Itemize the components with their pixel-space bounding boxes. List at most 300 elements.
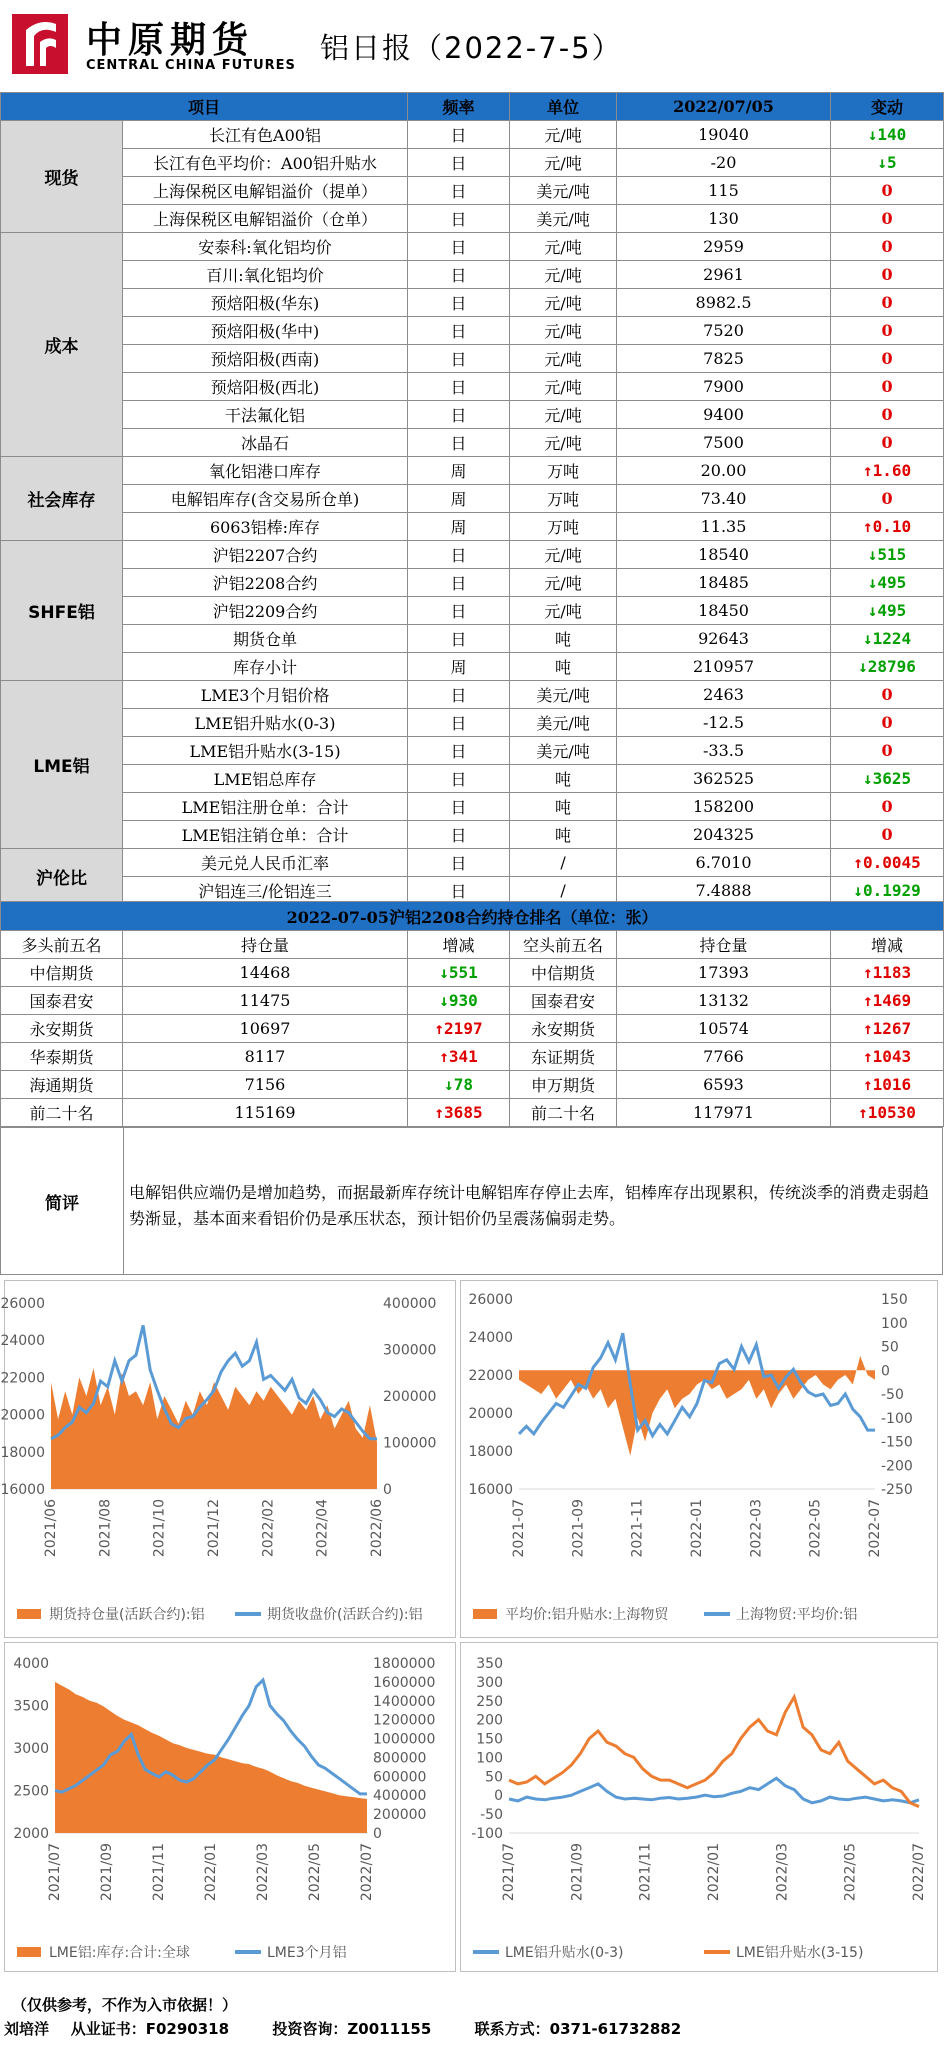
brand-name-cn: 中原期货 — [86, 20, 255, 61]
arrow-down-icon: ↓ — [862, 629, 873, 648]
y-left-tick-label: 50 — [485, 1769, 503, 1786]
x-tick-label: 2021/11 — [637, 1843, 654, 1902]
change-value: 0 — [881, 685, 893, 704]
frequency: 周 — [408, 653, 510, 681]
arrow-down-icon: ↓ — [867, 545, 878, 564]
change-value: 5 — [887, 153, 897, 172]
unit: 万吨 — [510, 457, 617, 485]
unit: 元/吨 — [510, 121, 617, 149]
arrow-down-icon: ↓ — [858, 657, 868, 676]
y-right-tick-label: 0 — [373, 1826, 382, 1842]
change-value: 0 — [881, 433, 893, 452]
legend-swatch — [17, 1947, 41, 1957]
frequency: 日 — [408, 149, 510, 177]
value: -20 — [617, 149, 831, 177]
frequency: 日 — [408, 261, 510, 289]
x-tick-label: 2022/03 — [774, 1843, 791, 1902]
y-right-tick-label: 0 — [383, 1482, 392, 1498]
y-right-tick-label: 1600000 — [373, 1674, 436, 1691]
value: 7825 — [617, 345, 831, 373]
change-value: 1.60 — [872, 461, 912, 480]
frequency: 周 — [408, 485, 510, 513]
table-row — [1, 429, 944, 457]
short-position: 17393 — [617, 959, 831, 987]
y-right-tick-label: -50 — [881, 1387, 904, 1403]
item-name: 百川:氧化铝均价 — [123, 261, 408, 289]
unit: 元/吨 — [510, 233, 617, 261]
long-broker: 前二十名 — [1, 1099, 123, 1127]
table-row — [1, 317, 944, 345]
frequency: 日 — [408, 317, 510, 345]
change-value: 495 — [877, 601, 907, 620]
frequency: 日 — [408, 737, 510, 765]
ranking-row — [1, 987, 944, 1015]
table-row — [1, 373, 944, 401]
x-tick-label: 2021/06 — [43, 1499, 59, 1558]
unit: 元/吨 — [510, 289, 617, 317]
category-cell: 社会库存 — [1, 457, 123, 541]
unit: / — [510, 849, 617, 877]
x-tick-label: 2022/06 — [369, 1499, 385, 1558]
unit: 美元/吨 — [510, 205, 617, 233]
y-left-tick-label: 3500 — [13, 1698, 49, 1715]
frequency: 日 — [408, 681, 510, 709]
item-name: 上海保税区电解铝溢价（提单） — [123, 177, 408, 205]
commentary-text: 电解铝供应端仍是增加趋势，而据最新库存统计电解铝库存停止去库，铝棒库存出现累积，传统淡季的消费走弱趋势渐显，基本面来看铝价仍是承压状态，预计铝价仍呈震荡偏弱走势。 — [129, 1183, 930, 1228]
change-value: 0 — [881, 349, 893, 368]
ranking-row — [1, 1071, 944, 1099]
long-change — [408, 1043, 510, 1071]
change-value: 0 — [881, 377, 893, 396]
y-left-tick-label: 18000 — [468, 1444, 513, 1460]
change-cell — [831, 233, 944, 261]
value: 73.40 — [617, 485, 831, 513]
chart-shfe-position-price — [0, 1280, 456, 1638]
x-tick-label: 2022-07 — [867, 1499, 883, 1558]
short-change-value: 1043 — [872, 1047, 912, 1066]
change-cell — [831, 625, 944, 653]
commentary-label: 简评 — [1, 1128, 124, 1274]
long-change — [408, 1071, 510, 1099]
legend-label: LME铝升贴水(0-3) — [505, 1945, 624, 1961]
value: 92643 — [617, 625, 831, 653]
change-cell — [831, 289, 944, 317]
item-name: LME铝注销仓单：合计 — [123, 821, 408, 849]
item-name: 安泰科:氧化铝均价 — [123, 233, 408, 261]
table-row — [1, 597, 944, 625]
change-value: 0 — [881, 209, 893, 228]
y-right-tick-label: 1200000 — [373, 1712, 436, 1729]
x-tick-label: 2022/04 — [314, 1499, 331, 1558]
short-change-value: 1183 — [872, 963, 912, 982]
arrow-down-icon: ↓ — [867, 573, 878, 592]
short-change — [831, 1043, 944, 1071]
value: 18485 — [617, 569, 831, 597]
y-left-tick-label: 250 — [476, 1693, 503, 1710]
table-row — [1, 485, 944, 513]
ranking-title-row — [1, 902, 944, 931]
item-name: 沪铝连三/伦铝连三 — [123, 877, 408, 905]
frequency: 周 — [408, 513, 510, 541]
unit: 元/吨 — [510, 345, 617, 373]
change-value: 0 — [881, 181, 893, 200]
item-name: 干法氟化铝 — [123, 401, 408, 429]
item-name: 冰晶石 — [123, 429, 408, 457]
frequency: 日 — [408, 793, 510, 821]
change-cell — [831, 149, 944, 177]
change-cell — [831, 177, 944, 205]
x-tick-label: 2021/12 — [206, 1499, 222, 1558]
arrow-up-icon: ↑ — [862, 963, 873, 982]
frequency: 日 — [408, 541, 510, 569]
frequency: 日 — [408, 625, 510, 653]
y-left-tick-label: 200 — [476, 1712, 503, 1729]
category-cell: 现货 — [1, 121, 123, 233]
unit: 美元/吨 — [510, 737, 617, 765]
change-cell — [831, 317, 944, 345]
y-left-tick-label: 16000 — [468, 1482, 513, 1498]
indicator-table — [0, 92, 944, 905]
header-long-position: 持仓量 — [123, 931, 408, 959]
change-cell — [831, 849, 944, 877]
category-cell: 成本 — [1, 233, 123, 457]
legend-label: 上海物贸:平均价:铝 — [736, 1607, 858, 1623]
frequency: 日 — [408, 401, 510, 429]
cert-number: F0290318 — [145, 2020, 230, 2038]
series-line-0 — [509, 1778, 919, 1803]
frequency: 日 — [408, 177, 510, 205]
long-change-value: 3685 — [444, 1103, 483, 1122]
short-position: 6593 — [617, 1071, 831, 1099]
unit: 元/吨 — [510, 317, 617, 345]
unit: 万吨 — [510, 485, 617, 513]
long-change — [408, 987, 510, 1015]
table-row — [1, 765, 944, 793]
change-value: 0 — [881, 265, 893, 284]
x-tick-label: 2022-01 — [689, 1499, 705, 1558]
table-row — [1, 177, 944, 205]
item-name: 美元兑人民币汇率 — [123, 849, 408, 877]
frequency: 日 — [408, 849, 510, 877]
short-change-value: 1469 — [872, 991, 912, 1010]
y-right-tick-label: 1000000 — [373, 1731, 436, 1748]
unit: 元/吨 — [510, 597, 617, 625]
arrow-up-icon: ↑ — [853, 853, 863, 872]
unit: / — [510, 877, 617, 905]
y-right-tick-label: 800000 — [373, 1750, 427, 1767]
series-area-0 — [55, 1682, 367, 1833]
value: 7.4888 — [617, 877, 831, 905]
short-broker: 中信期货 — [510, 959, 617, 987]
table-row — [1, 457, 944, 485]
ranking-header-row — [1, 931, 944, 959]
value: 2961 — [617, 261, 831, 289]
x-tick-label: 2021-07 — [511, 1499, 527, 1558]
long-change — [408, 1015, 510, 1043]
long-change-value: 2197 — [444, 1019, 483, 1038]
x-tick-label: 2021/11 — [151, 1843, 167, 1902]
change-cell — [831, 401, 944, 429]
value: 362525 — [617, 765, 831, 793]
frequency: 日 — [408, 345, 510, 373]
short-change-value: 1267 — [872, 1019, 912, 1038]
y-left-tick-label: 18000 — [0, 1444, 45, 1461]
y-left-tick-label: 26000 — [468, 1292, 513, 1308]
x-tick-label: 2022-03 — [748, 1499, 765, 1558]
x-tick-label: 2021/07 — [501, 1843, 517, 1902]
legend-label: LME3个月铝 — [267, 1945, 347, 1961]
y-right-tick-label: -200 — [881, 1458, 913, 1475]
change-cell — [831, 205, 944, 233]
chart-svg — [461, 1281, 939, 1639]
change-value: 0 — [881, 237, 893, 256]
value: 130 — [617, 205, 831, 233]
long-change — [408, 959, 510, 987]
y-left-tick-label: 4000 — [13, 1656, 49, 1672]
x-tick-label: 2022/03 — [255, 1843, 271, 1902]
short-position: 10574 — [617, 1015, 831, 1043]
value: 18540 — [617, 541, 831, 569]
short-change — [831, 1099, 944, 1127]
company-logo — [12, 14, 68, 74]
table-row — [1, 233, 944, 261]
change-cell — [831, 709, 944, 737]
table-row — [1, 261, 944, 289]
legend-swatch — [473, 1609, 497, 1619]
short-broker: 永安期货 — [510, 1015, 617, 1043]
frequency: 日 — [408, 709, 510, 737]
change-cell — [831, 429, 944, 457]
item-name: LME铝升贴水(3-15) — [123, 737, 408, 765]
item-name: 沪铝2208合约 — [123, 569, 408, 597]
value: 19040 — [617, 121, 831, 149]
change-value: 0.0045 — [862, 853, 921, 872]
frequency: 日 — [408, 765, 510, 793]
item-name: 期货仓单 — [123, 625, 408, 653]
arrow-down-icon: ↓ — [439, 991, 449, 1010]
change-value: 0 — [881, 713, 893, 732]
long-change-value: 78 — [453, 1075, 473, 1094]
arrow-up-icon: ↑ — [862, 461, 873, 480]
arrow-up-icon: ↑ — [862, 1047, 873, 1066]
short-position: 117971 — [617, 1099, 831, 1127]
y-right-tick-label: -100 — [881, 1410, 913, 1427]
contact-line — [4, 2018, 681, 2039]
unit: 万吨 — [510, 513, 617, 541]
long-position: 7156 — [123, 1071, 408, 1099]
change-value: 140 — [877, 125, 907, 144]
y-left-tick-label: 350 — [476, 1656, 503, 1672]
table-row — [1, 149, 944, 177]
table-row — [1, 513, 944, 541]
legend-label: 期货持仓量(活跃合约):铝 — [49, 1607, 205, 1623]
y-left-tick-label: 20000 — [468, 1406, 513, 1422]
x-tick-label: 2022/01 — [706, 1843, 722, 1902]
y-right-tick-label: 100 — [881, 1315, 908, 1332]
item-name: 长江有色A00铝 — [123, 121, 408, 149]
short-broker: 申万期货 — [510, 1071, 617, 1099]
long-position: 8117 — [123, 1043, 408, 1071]
unit: 元/吨 — [510, 569, 617, 597]
arrow-down-icon: ↓ — [867, 601, 878, 620]
x-tick-label: 2022/05 — [307, 1843, 323, 1902]
change-value: 0 — [881, 797, 893, 816]
change-value: 28796 — [867, 657, 916, 676]
y-right-tick-label: 50 — [881, 1339, 899, 1356]
table-row — [1, 681, 944, 709]
legend-label: 平均价:铝升贴水:上海物贸 — [505, 1607, 669, 1623]
long-broker: 国泰君安 — [1, 987, 123, 1015]
table-row — [1, 653, 944, 681]
value: 7900 — [617, 373, 831, 401]
table-row — [1, 121, 944, 149]
arrow-up-icon: ↑ — [439, 1047, 449, 1066]
arrow-down-icon: ↓ — [867, 125, 878, 144]
y-right-tick-label: 100000 — [383, 1435, 437, 1452]
table-header-row — [1, 93, 944, 121]
report-header — [0, 0, 943, 92]
y-right-tick-label: 600000 — [373, 1769, 427, 1786]
change-value: 0 — [881, 741, 893, 760]
unit: 元/吨 — [510, 541, 617, 569]
long-position: 11475 — [123, 987, 408, 1015]
arrow-up-icon: ↑ — [434, 1019, 445, 1038]
report-footer — [0, 1986, 943, 2049]
value: 20.00 — [617, 457, 831, 485]
y-left-tick-label: 0 — [494, 1788, 503, 1805]
x-tick-label: 2022/05 — [842, 1843, 859, 1902]
change-value: 0 — [881, 321, 893, 340]
change-cell — [831, 345, 944, 373]
short-change — [831, 987, 944, 1015]
unit: 吨 — [510, 821, 617, 849]
ranking-row — [1, 959, 944, 987]
item-name: 长江有色平均价：A00铝升贴水 — [123, 149, 408, 177]
change-value: 0.10 — [872, 517, 912, 536]
contact-label: 联系方式： — [474, 2020, 550, 2038]
x-tick-label: 2021-09 — [570, 1499, 587, 1558]
y-left-tick-label: 3000 — [13, 1741, 49, 1757]
table-row — [1, 849, 944, 877]
frequency: 日 — [408, 233, 510, 261]
disclaimer: （仅供参考，不作为入市依据！） — [12, 1996, 238, 2014]
y-left-tick-label: -50 — [480, 1807, 503, 1824]
item-name: LME铝总库存 — [123, 765, 408, 793]
item-name: 库存小计 — [123, 653, 408, 681]
legend-label: LME铝:库存:合计:全球 — [49, 1945, 190, 1961]
y-right-tick-label: -250 — [881, 1482, 913, 1498]
change-value: 1224 — [872, 629, 912, 648]
chart-svg — [461, 1643, 939, 1973]
change-cell — [831, 513, 944, 541]
header-short-change: 增减 — [831, 931, 944, 959]
change-cell — [831, 765, 944, 793]
x-tick-label: 2021/09 — [569, 1843, 586, 1902]
y-left-tick-label: 26000 — [0, 1296, 45, 1312]
x-tick-label: 2021/09 — [99, 1843, 115, 1902]
short-change-value: 1016 — [872, 1075, 912, 1094]
item-name: 预焙阳极(西北) — [123, 373, 408, 401]
phone-number: 0371-61732882 — [549, 2020, 682, 2038]
table-row — [1, 793, 944, 821]
ranking-title: 2022-07-05沪铝2208合约持仓排名（单位：张） — [1, 902, 944, 931]
long-change — [408, 1099, 510, 1127]
y-left-tick-label: 100 — [476, 1750, 503, 1767]
item-name: 6063铝棒:库存 — [123, 513, 408, 541]
chart-svg — [5, 1643, 457, 1973]
long-broker: 永安期货 — [1, 1015, 123, 1043]
unit: 美元/吨 — [510, 709, 617, 737]
y-left-tick-label: 22000 — [468, 1368, 513, 1384]
long-broker: 海通期货 — [1, 1071, 123, 1099]
value: 6.7010 — [617, 849, 831, 877]
unit: 元/吨 — [510, 429, 617, 457]
x-tick-label: 2022/02 — [260, 1499, 277, 1558]
change-cell — [831, 821, 944, 849]
y-right-tick-label: 400000 — [383, 1296, 437, 1312]
change-value: 3625 — [872, 769, 912, 788]
table-row — [1, 541, 944, 569]
item-name: LME铝注册仓单：合计 — [123, 793, 408, 821]
short-broker: 东证期货 — [510, 1043, 617, 1071]
y-left-tick-label: 300 — [476, 1674, 503, 1691]
y-right-tick-label: 200000 — [373, 1807, 427, 1824]
frequency: 日 — [408, 877, 510, 905]
unit: 元/吨 — [510, 401, 617, 429]
arrow-up-icon: ↑ — [434, 1103, 445, 1122]
frequency: 日 — [408, 429, 510, 457]
y-left-tick-label: 24000 — [468, 1330, 513, 1346]
y-left-tick-label: 20000 — [0, 1407, 45, 1424]
change-cell — [831, 457, 944, 485]
legend-label: 期货收盘价(活跃合约):铝 — [267, 1607, 423, 1623]
item-name: 氧化铝港口库存 — [123, 457, 408, 485]
item-name: 沪铝2207合约 — [123, 541, 408, 569]
change-value: 0.1929 — [862, 881, 921, 900]
item-name: 预焙阳极(华中) — [123, 317, 408, 345]
frequency: 日 — [408, 121, 510, 149]
y-right-tick-label: 300000 — [383, 1342, 437, 1359]
value: 7520 — [617, 317, 831, 345]
value: 11.35 — [617, 513, 831, 541]
table-row — [1, 569, 944, 597]
item-name: 电解铝库存(含交易所仓单) — [123, 485, 408, 513]
long-position: 14468 — [123, 959, 408, 987]
item-name: 沪铝2209合约 — [123, 597, 408, 625]
y-right-tick-label: 200000 — [383, 1389, 437, 1405]
value: 2463 — [617, 681, 831, 709]
arrow-up-icon: ↑ — [862, 1075, 873, 1094]
report-title: 铝日报（2022-7-5） — [320, 31, 623, 65]
table-row — [1, 821, 944, 849]
change-value: 495 — [877, 573, 907, 592]
arrow-down-icon: ↓ — [444, 1075, 454, 1094]
header-long-change: 增减 — [408, 931, 510, 959]
header-long-top5: 多头前五名 — [1, 931, 123, 959]
y-right-tick-label: 1800000 — [373, 1656, 436, 1672]
value: 210957 — [617, 653, 831, 681]
value: -33.5 — [617, 737, 831, 765]
chart-svg — [0, 1281, 457, 1639]
table-row — [1, 737, 944, 765]
item-name: LME3个月铝价格 — [123, 681, 408, 709]
change-cell — [831, 737, 944, 765]
commentary-box — [0, 1127, 943, 1275]
change-cell — [831, 121, 944, 149]
y-left-tick-label: 24000 — [0, 1333, 45, 1350]
table-row — [1, 709, 944, 737]
item-name: LME铝升贴水(0-3) — [123, 709, 408, 737]
